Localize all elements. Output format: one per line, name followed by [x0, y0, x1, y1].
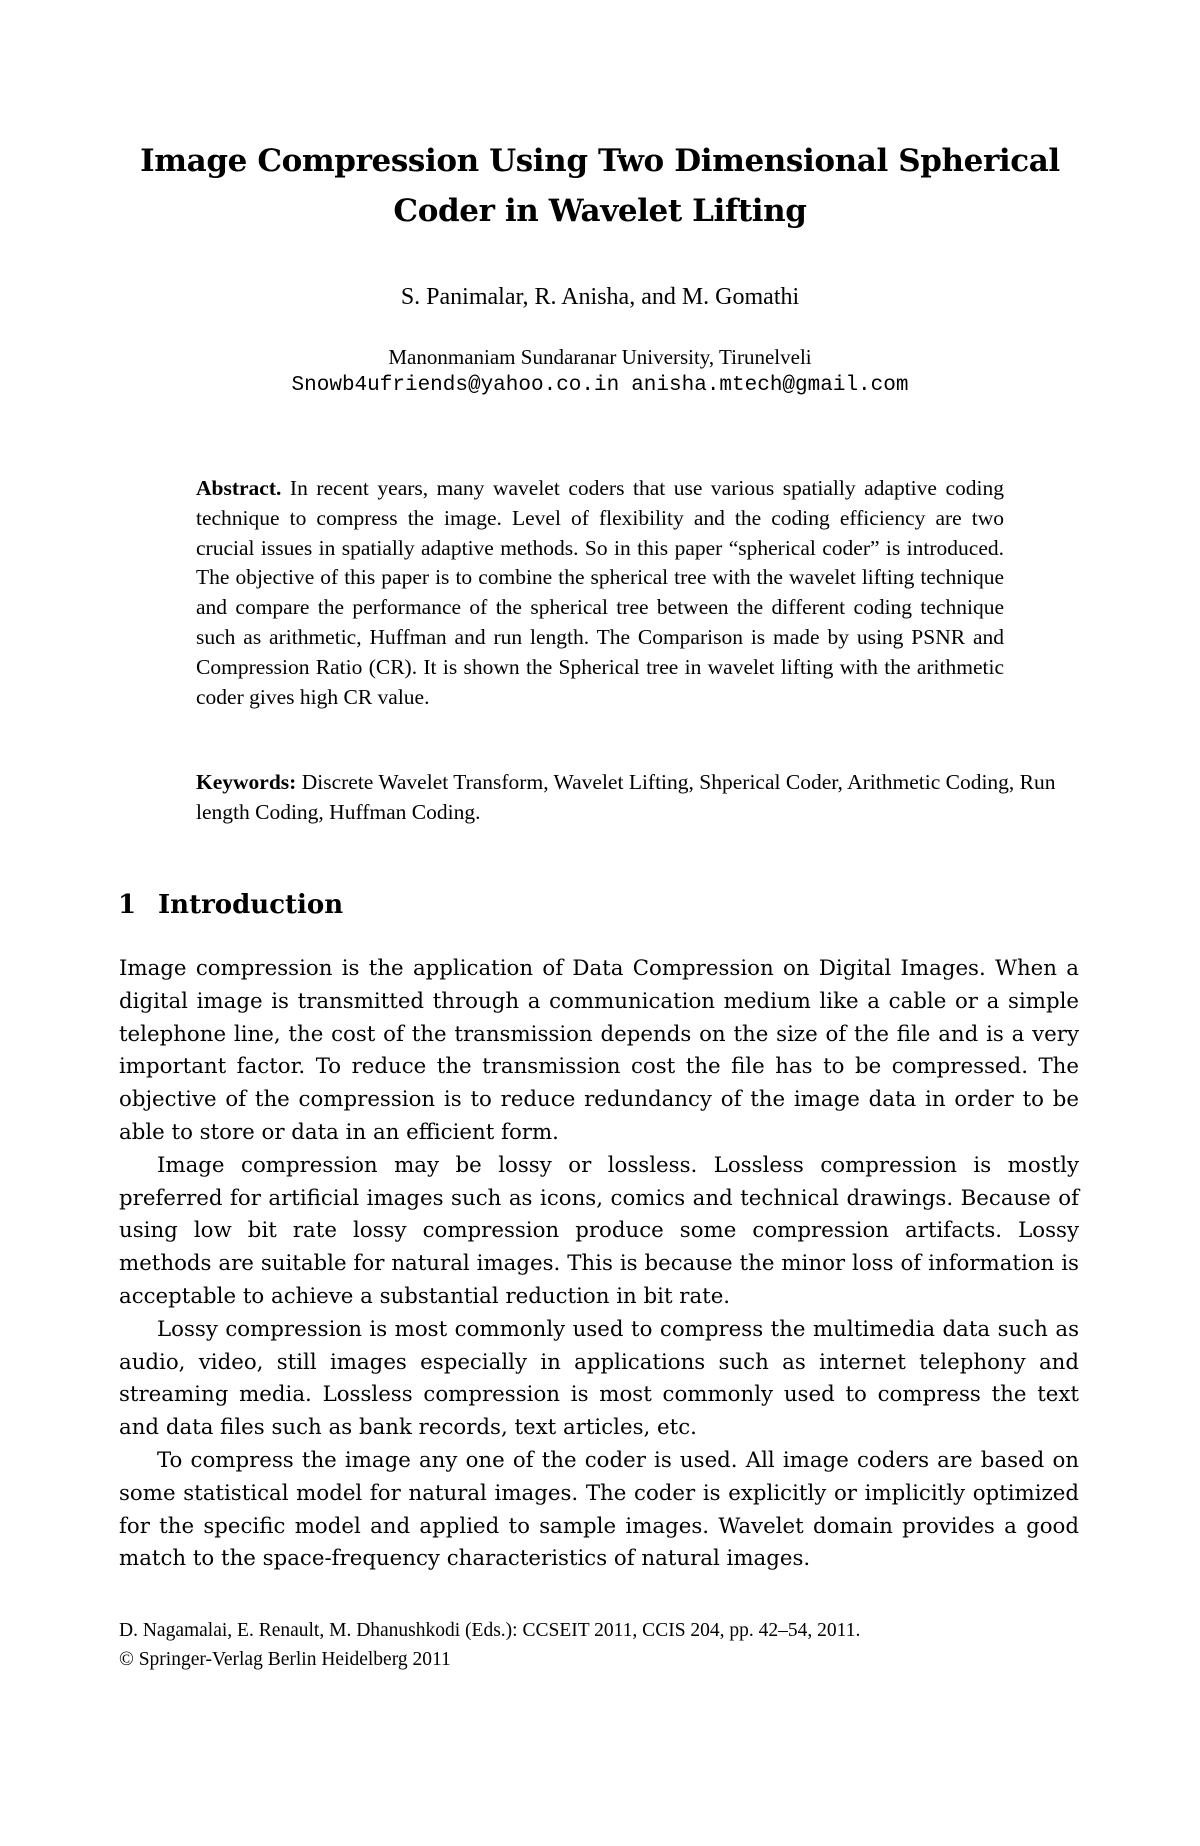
abstract	[196, 474, 1004, 712]
author-emails	[130, 372, 1070, 400]
section-body	[119, 953, 1079, 1576]
affiliation: Manonmaniam Sundaranar University, Tirunelveli	[388, 345, 812, 369]
email-1: Snowb4ufriends@yahoo.co.in	[291, 374, 620, 397]
paragraph: Image compression may be lossy or lossless. Lossless compression is mostly preferred for artificial images such as icons, comics and technical drawings. Because of using low bit rate lossy compression produce some compression artifacts. Lossy methods are suitable for natural images. This is because the minor loss of information is acceptable to achieve a substantial reduction in bit rate.	[119, 1152, 1079, 1309]
keywords-text: Discrete Wavelet Transform, Wavelet Lifting, Shperical Coder, Arithmetic Coding, Run length Coding, Huffman Coding.	[196, 770, 1056, 824]
section-title: Introduction	[158, 890, 344, 920]
paragraph: Lossy compression is most commonly used to compress the multimedia data such as audio, video, still images especially in applications such as internet telephony and streaming media. Lossless compression is most commonly used to compress the text and data files such as bank records, text articles, etc.	[119, 1316, 1079, 1441]
keywords	[196, 767, 1076, 827]
email-2: anisha.mtech@gmail.com	[631, 374, 909, 397]
paragraph: Image compression is the application of Data Compression on Digital Images. When a digital image is transmitted through a communication medium like a cable or a simple telephone line, the cost of the transmission depends on the size of the file and is a very important factor. To reduce the transmission cost the file has to be compressed. The objective of the compression is to reduce redundancy of the image data in order to be able to store or data in an efficient form.	[119, 956, 1079, 1145]
citation: D. Nagamalai, E. Renault, M. Dhanushkodi (Eds.): CCSEIT 2011, CCIS 204, pp. 42–54, 2011.	[119, 1620, 861, 1641]
section-number: 1	[118, 890, 137, 920]
footnote	[119, 1616, 1079, 1674]
copyright: © Springer-Verlag Berlin Heidelberg 2011	[119, 1649, 451, 1670]
section-heading	[118, 888, 343, 922]
paragraph: To compress the image any one of the coder is used. All image coders are based on some statistical model for natural images. The coder is explicitly or implicitly optimized for the specific model and applied to sample images. Wavelet domain provides a good match to the space-frequency characteristics of natural images.	[119, 1447, 1079, 1572]
paper-title: Image Compression Using Two Dimensional Spherical Coder in Wavelet Lifting	[140, 143, 1060, 229]
keywords-label: Keywords:	[196, 770, 297, 794]
author-list: S. Panimalar, R. Anisha, and M. Gomathi	[400, 284, 800, 310]
abstract-text: In recent years, many wavelet coders that use various spatially adaptive coding technique to compress the image. Level of flexibility and the coding efficiency are two crucial issues in spatially adaptive methods. So in this paper “spherical coder” is introduced. The objective of this paper is to combine the spherical tree with the wavelet lifting technique and compare the performance of the spherical tree between the different coding technique such as arithmetic, Huffman and run length. The Comparison is made by using PSNR and Compression Ratio (CR). It is shown the Spherical tree in wavelet lifting with the arithmetic coder gives high CR value.	[196, 476, 1004, 709]
abstract-label: Abstract.	[196, 476, 282, 500]
